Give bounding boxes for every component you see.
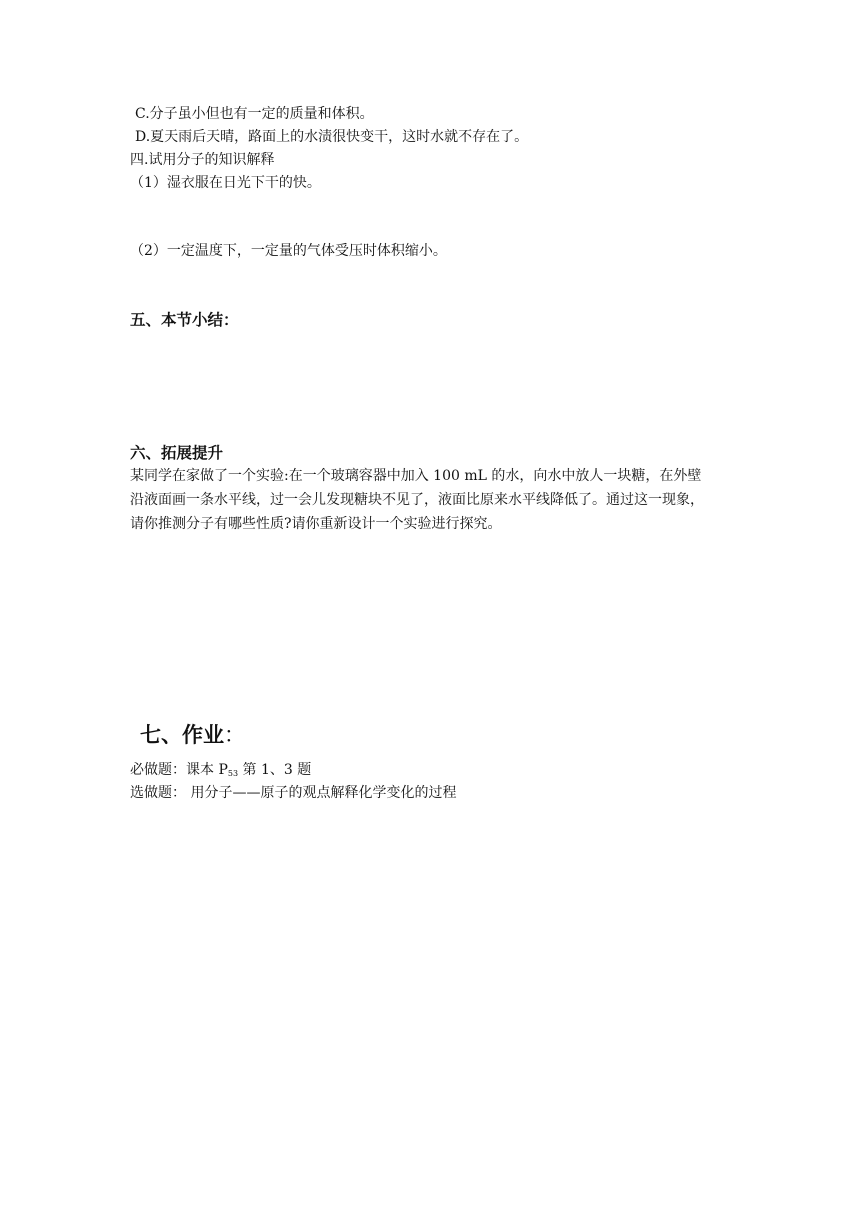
extension-paragraph bbox=[130, 464, 750, 536]
extension-line-2: 沿液面画一条水平线，过一会儿发现糖块不见了，液面比原来水平线降低了。通过这一现象， bbox=[130, 492, 704, 508]
section-7-title-text: 七、作业 bbox=[140, 723, 224, 747]
required-homework bbox=[130, 760, 311, 784]
question-1: （1）湿衣服在日光下干的快。 bbox=[130, 175, 321, 191]
required-prefix: 必做题：课本 P bbox=[130, 762, 228, 778]
required-suffix: 第 1、3 题 bbox=[238, 762, 312, 778]
section-7-title-colon: ： bbox=[224, 723, 245, 747]
optional-homework: 选做题： 用分子——原子的观点解释化学变化的过程 bbox=[130, 785, 457, 801]
section-5-title: 五、本节小结： bbox=[130, 311, 239, 329]
extension-line-3: 请你推测分子有哪些性质?请你重新设计一个实验进行探究。 bbox=[130, 516, 502, 532]
required-page-subscript: 53 bbox=[227, 769, 239, 778]
option-c: C.分子虽小但也有一定的质量和体积。 bbox=[135, 106, 374, 122]
section-4-title: 四.试用分子的知识解释 bbox=[130, 152, 275, 168]
option-d: D.夏天雨后天晴，路面上的水渍很快变干，这时水就不存在了。 bbox=[135, 129, 529, 145]
extension-line-1: 某同学在家做了一个实验:在一个玻璃容器中加入 100 mL 的水，向水中放人一块糖，在外壁 bbox=[130, 468, 702, 484]
section-6-title: 六、拓展提升 bbox=[130, 444, 224, 462]
section-7-title bbox=[140, 721, 245, 749]
question-2: （2）一定温度下，一定量的气体受压时体积缩小。 bbox=[130, 243, 447, 259]
